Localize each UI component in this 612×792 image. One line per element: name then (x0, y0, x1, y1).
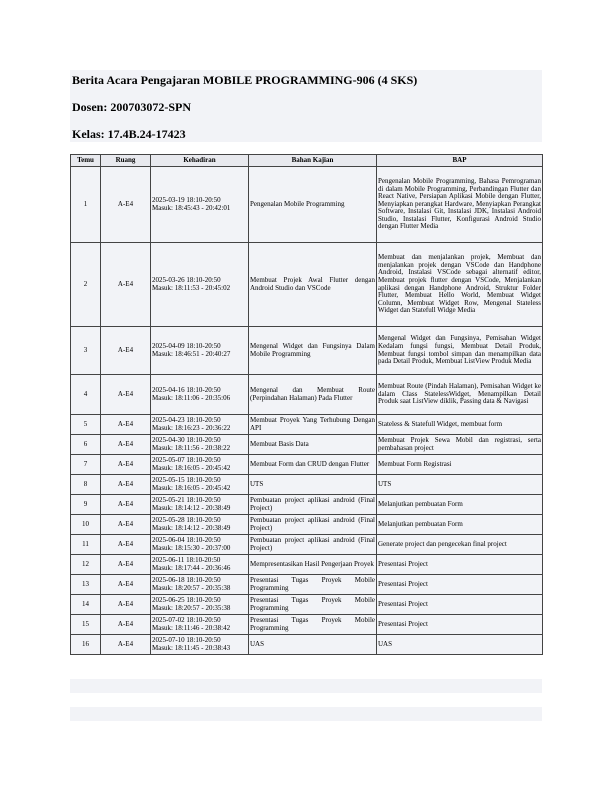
cell-ruang: A-E4 (101, 575, 151, 595)
check-in-time: Masuk: 18:16:05 - 20:45:42 (152, 463, 231, 472)
table-row (71, 415, 543, 435)
table-body (71, 167, 543, 655)
cell-kehadiran (151, 243, 249, 327)
check-in-time: Masuk: 18:11:53 - 20:45:02 (152, 283, 231, 292)
schedule-time: 2025-05-28 18:10-20:50 (152, 515, 221, 524)
cell-ruang: A-E4 (101, 415, 151, 435)
check-in-time: Masuk: 18:11:45 - 20:38:43 (152, 643, 231, 652)
table-row (71, 375, 543, 415)
cell-bap: Presentasi Project (377, 555, 543, 575)
cell-temu: 1 (71, 167, 101, 243)
schedule-time: 2025-05-15 18:10-20:50 (152, 475, 221, 484)
table-row (71, 615, 543, 635)
cell-ruang: A-E4 (101, 475, 151, 495)
cell-bahan-kajian: Membuat Basis Data (249, 435, 377, 455)
cell-kehadiran (151, 455, 249, 475)
cell-ruang: A-E4 (101, 435, 151, 455)
table-row (71, 575, 543, 595)
table-row (71, 327, 543, 375)
cell-temu: 9 (71, 495, 101, 515)
cell-bahan-kajian: Pengenalan Mobile Programming (249, 167, 377, 243)
check-in-time: Masuk: 18:20:57 - 20:35:38 (152, 603, 231, 612)
cell-bahan-kajian: Mengenal Widget dan Fungsinya Dalam Mobile Programming (249, 327, 377, 375)
cell-kehadiran (151, 475, 249, 495)
cell-bahan-kajian: Pembuatan project aplikasi android (Final Project) (249, 515, 377, 535)
cell-kehadiran (151, 415, 249, 435)
check-in-time: Masuk: 18:15:30 - 20:37:00 (152, 543, 231, 552)
table-row (71, 475, 543, 495)
cell-temu: 16 (71, 635, 101, 655)
schedule-time: 2025-04-16 18:10-20:50 (152, 385, 221, 394)
document-header (70, 70, 542, 142)
cell-bap: Membuat Form Registrasi (377, 455, 543, 475)
cell-bap: Mengenal Widget dan Fungsinya, Pemisahan Widget Kedalam fungsi fungsi, Membuat Detail Produk, Membuat fungsi tombol simpan dan menampilkan data pada Detail Produk, Membuat ListView Produk Media (377, 327, 543, 375)
check-in-time: Masuk: 18:20:57 - 20:35:38 (152, 583, 231, 592)
cell-bahan-kajian: Presentasi Tugas Proyek Mobile Programming (249, 595, 377, 615)
schedule-time: 2025-06-25 18:10-20:50 (152, 595, 221, 604)
schedule-time: 2025-06-18 18:10-20:50 (152, 575, 221, 584)
check-in-time: Masuk: 18:46:51 - 20:40:27 (152, 349, 231, 358)
cell-ruang: A-E4 (101, 455, 151, 475)
cell-kehadiran (151, 495, 249, 515)
cell-ruang: A-E4 (101, 375, 151, 415)
check-in-time: Masuk: 18:16:23 - 20:36:22 (152, 423, 231, 432)
cell-kehadiran (151, 535, 249, 555)
cell-ruang: A-E4 (101, 243, 151, 327)
cell-bahan-kajian: Membuat Form dan CRUD dengan Flutter (249, 455, 377, 475)
cell-bahan-kajian: Presentasi Tugas Proyek Mobile Programming (249, 615, 377, 635)
schedule-time: 2025-06-04 18:10-20:50 (152, 535, 221, 544)
cell-bap: Presentasi Project (377, 595, 543, 615)
class-line: Kelas: 17.4B.24-17423 (72, 127, 186, 141)
check-in-time: Masuk: 18:11:56 - 20:38:22 (152, 443, 231, 452)
cell-bahan-kajian: Mengenal dan Membuat Route (Perpindahan Halaman) Pada Flutter (249, 375, 377, 415)
cell-ruang: A-E4 (101, 495, 151, 515)
cell-temu: 8 (71, 475, 101, 495)
table-row (71, 455, 543, 475)
cell-ruang: A-E4 (101, 535, 151, 555)
cell-temu: 12 (71, 555, 101, 575)
cell-bahan-kajian: Presentasi Tugas Proyek Mobile Programming (249, 575, 377, 595)
cell-bap: Membuat Route (Pindah Halaman), Pemisahan Widget ke dalam Class StatelessWidget, Menampilkan Detail Produk saat ListView diklik, Passing data & Navigasi (377, 375, 543, 415)
cell-kehadiran (151, 375, 249, 415)
cell-bahan-kajian: Pembuatan project aplikasi android (Final Project) (249, 535, 377, 555)
cell-temu: 13 (71, 575, 101, 595)
cell-kehadiran (151, 575, 249, 595)
schedule-time: 2025-03-19 18:10-20:50 (152, 195, 221, 204)
table-row (71, 595, 543, 615)
schedule-time: 2025-07-02 18:10-20:50 (152, 615, 221, 624)
document-title: Berita Acara Pengajaran MOBILE PROGRAMMING-906 (4 SKS) (72, 73, 418, 87)
cell-bap: Melanjutkan pembuatan Form (377, 515, 543, 535)
footer-bar (70, 707, 542, 721)
cell-bap: Stateless & Statefull Widget, membuat form (377, 415, 543, 435)
footer-bar (70, 679, 542, 693)
cell-bahan-kajian: Mempresentasikan Hasil Pengerjaan Proyek (249, 555, 377, 575)
cell-bahan-kajian: UTS (249, 475, 377, 495)
col-header-kehadiran: Kehadiran (151, 155, 249, 167)
cell-temu: 7 (71, 455, 101, 475)
cell-ruang: A-E4 (101, 515, 151, 535)
cell-bap: UTS (377, 475, 543, 495)
cell-bap: Melanjutkan pembuatan Form (377, 495, 543, 515)
schedule-time: 2025-05-21 18:10-20:50 (152, 495, 221, 504)
lecturer-line: Dosen: 200703072-SPN (72, 100, 191, 114)
cell-temu: 4 (71, 375, 101, 415)
check-in-time: Masuk: 18:14:12 - 20:38:49 (152, 523, 231, 532)
check-in-time: Masuk: 18:14:12 - 20:38:49 (152, 503, 231, 512)
table-row (71, 515, 543, 535)
cell-temu: 6 (71, 435, 101, 455)
cell-bap: Presentasi Project (377, 575, 543, 595)
cell-kehadiran (151, 327, 249, 375)
schedule-time: 2025-03-26 18:10-20:50 (152, 275, 221, 284)
schedule-time: 2025-07-10 18:10-20:50 (152, 635, 221, 644)
cell-ruang: A-E4 (101, 635, 151, 655)
cell-kehadiran (151, 435, 249, 455)
cell-bap: Pengenalan Mobile Programming, Bahasa Pemrograman di dalam Mobile Programming, Perbandingan Flutter dan React Native, Persiapan Aplikasi Mobile dengan Flutter, Menyiapkan perangkat Hardware, Menyiapkan Perangkat Software, Instalasi Git, Instalasi JDK, Instalasi Android Studio, Instalasi Flutter, Konfigurasi Android Studio dengan Flutter Media (377, 167, 543, 243)
cell-temu: 11 (71, 535, 101, 555)
cell-ruang: A-E4 (101, 595, 151, 615)
cell-kehadiran (151, 515, 249, 535)
schedule-time: 2025-04-30 18:10-20:50 (152, 435, 221, 444)
cell-ruang: A-E4 (101, 327, 151, 375)
check-in-time: Masuk: 18:45:43 - 20:42:01 (152, 203, 231, 212)
cell-ruang: A-E4 (101, 167, 151, 243)
bap-table (70, 154, 543, 655)
cell-ruang: A-E4 (101, 615, 151, 635)
cell-bahan-kajian: UAS (249, 635, 377, 655)
cell-bap: Membuat dan menjalankan projek, Membuat dan menjalankan projek dengan VSCode dan Handphone Android, Instalasi VSCode sebagai alternatif editor, Membuat projek flutter dengan VSCode, Menjalankan aplikasi dengan Handphone Android, Struktur Folder Flutter, Membuat Hello World, Membuat Widget Column, Membuat Widget Row, Mengenal Stateless Widget dan Statefull Widge Media (377, 243, 543, 327)
cell-bap: Generate project dan pengecekan final project (377, 535, 543, 555)
cell-kehadiran (151, 615, 249, 635)
table-row (71, 535, 543, 555)
cell-kehadiran (151, 555, 249, 575)
cell-temu: 2 (71, 243, 101, 327)
col-header-bap: BAP (377, 155, 543, 167)
cell-temu: 14 (71, 595, 101, 615)
table-row (71, 555, 543, 575)
cell-bap: UAS (377, 635, 543, 655)
cell-bap: Membuat Projek Sewa Mobil dan registrasi, serta pembahasan project (377, 435, 543, 455)
cell-ruang: A-E4 (101, 555, 151, 575)
check-in-time: Masuk: 18:11:06 - 20:35:06 (152, 393, 231, 402)
cell-temu: 3 (71, 327, 101, 375)
cell-temu: 10 (71, 515, 101, 535)
table-row (71, 243, 543, 327)
cell-temu: 5 (71, 415, 101, 435)
table-row (71, 435, 543, 455)
check-in-time: Masuk: 18:11:46 - 20:38:42 (152, 623, 231, 632)
table-row (71, 495, 543, 515)
cell-temu: 15 (71, 615, 101, 635)
table-row (71, 167, 543, 243)
col-header-bahan-kajian: Bahan Kajian (249, 155, 377, 167)
table-row (71, 635, 543, 655)
schedule-time: 2025-04-09 18:10-20:50 (152, 341, 221, 350)
table-header-row (71, 155, 543, 167)
check-in-time: Masuk: 18:17:44 - 20:36:46 (152, 563, 231, 572)
col-header-ruang: Ruang (101, 155, 151, 167)
schedule-time: 2025-05-07 18:10-20:50 (152, 455, 221, 464)
cell-kehadiran (151, 167, 249, 243)
cell-kehadiran (151, 595, 249, 615)
cell-bahan-kajian: Membuat Proyek Yang Terhubung Dengan API (249, 415, 377, 435)
cell-bahan-kajian: Pembuatan project aplikasi android (Final Project) (249, 495, 377, 515)
cell-kehadiran (151, 635, 249, 655)
cell-bap: Presentasi Project (377, 615, 543, 635)
check-in-time: Masuk: 18:16:05 - 20:45:42 (152, 483, 231, 492)
col-header-temu: Temu (71, 155, 101, 167)
cell-bahan-kajian: Membuat Projek Awal Flutter dengan Android Studio dan VSCode (249, 243, 377, 327)
schedule-time: 2025-06-11 18:10-20:50 (152, 555, 221, 564)
schedule-time: 2025-04-23 18:10-20:50 (152, 415, 221, 424)
